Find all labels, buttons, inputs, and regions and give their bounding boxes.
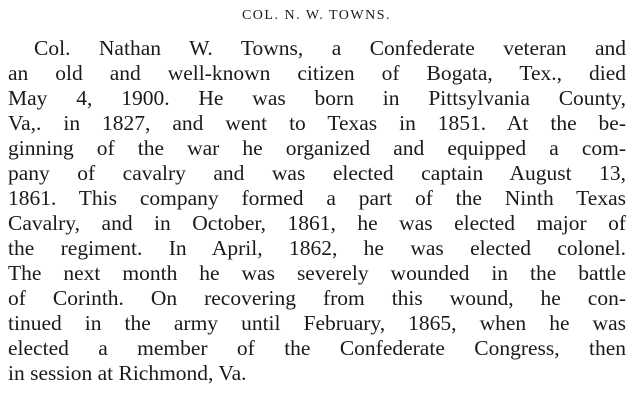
- body-line: ginning of the war he organized and equipped a com-: [8, 136, 626, 160]
- body-line: of Corinth. On recovering from this wound, he con-: [8, 286, 626, 310]
- article-body: [8, 36, 626, 386]
- body-line: tinued in the army until February, 1865, when he was: [8, 311, 626, 335]
- body-line: the regiment. In April, 1862, he was elected colonel.: [8, 236, 626, 260]
- body-line: pany of cavalry and was elected captain August 13,: [8, 161, 626, 185]
- body-line: Col. Nathan W. Towns, a Confederate veteran and: [34, 36, 626, 60]
- body-line: an old and well-known citizen of Bogata, Tex., died: [8, 61, 626, 85]
- article-heading: COL. N. W. TOWNS.: [241, 8, 392, 23]
- body-line: Va,. in 1827, and went to Texas in 1851. At the be-: [8, 111, 626, 135]
- body-line: The next month he was severely wounded in the battle: [8, 261, 626, 285]
- body-line: May 4, 1900. He was born in Pittsylvania County,: [8, 86, 626, 110]
- body-line: Cavalry, and in October, 1861, he was elected major of: [8, 211, 626, 235]
- body-line: elected a member of the Confederate Congress, then: [8, 336, 626, 360]
- body-line: in session at Richmond, Va.: [8, 361, 247, 385]
- body-line: 1861. This company formed a part of the Ninth Texas: [8, 186, 626, 210]
